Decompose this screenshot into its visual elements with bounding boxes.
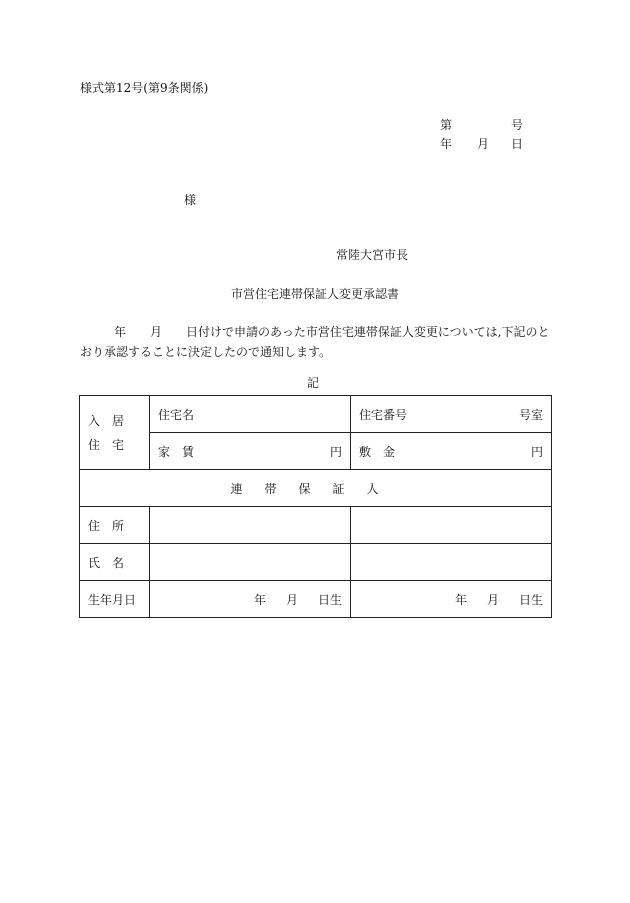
- notice-body: [80, 322, 550, 362]
- table-row: [80, 433, 552, 470]
- rent-label: 家 賃: [158, 444, 195, 459]
- dob-label: 生年月日: [80, 581, 150, 618]
- dob-year: 年: [454, 592, 467, 607]
- body-year: 年: [114, 325, 127, 339]
- rent-yen: 円: [329, 444, 342, 459]
- housing-label-line1: 入 居: [88, 413, 125, 428]
- housing-label-cell: [80, 396, 150, 470]
- rent-cell: [150, 433, 351, 470]
- name-label: 氏 名: [80, 544, 150, 581]
- dob-cell-2: [351, 581, 552, 618]
- deposit-cell: [351, 433, 552, 470]
- house-number-label: 住宅番号: [359, 407, 408, 422]
- body-month: 月: [150, 325, 163, 339]
- house-name-cell: [150, 396, 351, 433]
- address-cell-1: [150, 507, 351, 544]
- issue-date-day: 日: [511, 137, 524, 151]
- room-suffix: 号室: [518, 407, 543, 422]
- guarantor-header: 連帯保証人: [80, 470, 552, 507]
- address-cell-2: [351, 507, 552, 544]
- table-row: [80, 396, 552, 433]
- deposit-yen: 円: [530, 444, 543, 459]
- table-row: [80, 470, 552, 507]
- issue-date-year: 年: [440, 137, 453, 151]
- dob-year: 年: [253, 592, 266, 607]
- body-text: 日付けで申請のあった市営住宅連帯保証人変更については,下記のとおり承認することに決定したので通知します。: [80, 325, 550, 359]
- issue-date-month: 月: [477, 137, 490, 151]
- document-number-label: 第: [440, 118, 453, 132]
- document-number-suffix: 号: [511, 118, 524, 132]
- table-row: [80, 544, 552, 581]
- table-row: [80, 507, 552, 544]
- ki-heading: 記: [307, 376, 320, 390]
- address-label: 住 所: [80, 507, 150, 544]
- dob-day: 日生: [518, 592, 543, 607]
- recipient-honorific: 様: [184, 193, 197, 207]
- dob-month: 月: [285, 592, 298, 607]
- deposit-label: 敷 金: [359, 444, 396, 459]
- name-cell-1: [150, 544, 351, 581]
- form-number: 様式第12号(第9条関係): [80, 81, 209, 95]
- name-cell-2: [351, 544, 552, 581]
- house-name-label: 住宅名: [158, 407, 195, 422]
- dob-month: 月: [486, 592, 499, 607]
- table-row: [80, 581, 552, 618]
- details-table: [79, 395, 552, 618]
- dob-cell-1: [150, 581, 351, 618]
- dob-day: 日生: [317, 592, 342, 607]
- issuer-name: 常陸大宮市長: [336, 248, 409, 262]
- document-title: 市営住宅連帯保証人変更承認書: [231, 287, 400, 301]
- house-number-cell: [351, 396, 552, 433]
- housing-label-line2: 住 宅: [88, 437, 125, 452]
